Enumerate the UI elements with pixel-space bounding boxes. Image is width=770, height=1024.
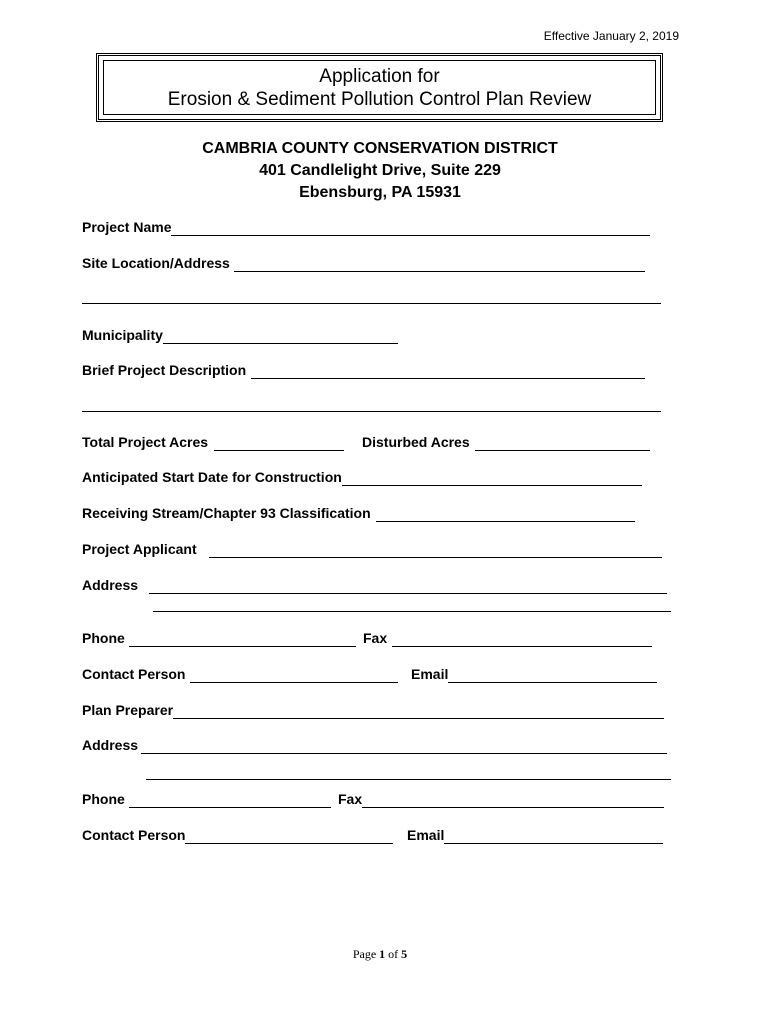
total-acres-label: Total Project Acres: [82, 434, 209, 450]
preparer-phone-field[interactable]: [82, 790, 331, 808]
title-line-1: Application for: [319, 65, 440, 87]
applicant-email-label: Email: [411, 666, 449, 682]
footer-page-total: 5: [401, 947, 408, 961]
applicant-field[interactable]: [82, 540, 662, 558]
start-date-line[interactable]: [342, 471, 642, 486]
municipality-field[interactable]: [82, 326, 398, 344]
preparer-contact-label: Contact Person: [82, 827, 186, 843]
preparer-phone-line[interactable]: [129, 793, 331, 808]
preparer-email-label: Email: [407, 827, 445, 843]
municipality-label: Municipality: [82, 327, 163, 343]
plan-preparer-label: Plan Preparer: [82, 702, 174, 718]
preparer-contact-line[interactable]: [185, 829, 393, 844]
start-date-label: Anticipated Start Date for Construction: [82, 469, 342, 485]
preparer-fax-field[interactable]: [338, 790, 664, 808]
applicant-fax-field[interactable]: [363, 629, 652, 647]
org-address: 401 Candlelight Drive, Suite 229: [259, 162, 501, 179]
applicant-phone-field[interactable]: [82, 629, 356, 647]
disturbed-acres-label: Disturbed Acres: [362, 434, 470, 450]
brief-description-line[interactable]: [251, 364, 645, 379]
effective-date: Effective January 2, 2019: [543, 29, 679, 43]
project-name-field[interactable]: [82, 218, 650, 236]
applicant-contact-field[interactable]: [82, 665, 398, 683]
preparer-address-line-2[interactable]: [146, 779, 671, 780]
municipality-line[interactable]: [163, 329, 398, 344]
disturbed-acres-field[interactable]: [362, 433, 650, 451]
preparer-fax-line[interactable]: [362, 793, 664, 808]
footer-page-word: Page: [352, 947, 377, 961]
applicant-phone-label: Phone: [82, 630, 125, 646]
site-location-label: Site Location/Address: [82, 255, 230, 271]
page-footer: [0, 947, 760, 962]
site-location-field[interactable]: [82, 254, 645, 272]
applicant-contact-label: Contact Person: [82, 666, 186, 682]
receiving-stream-field[interactable]: [82, 504, 635, 522]
start-date-field[interactable]: [82, 468, 642, 486]
receiving-stream-label: Receiving Stream/Chapter 93 Classification: [82, 505, 371, 521]
project-name-label: Project Name: [82, 219, 172, 235]
applicant-label: Project Applicant: [82, 541, 197, 557]
applicant-contact-line[interactable]: [190, 668, 398, 683]
preparer-phone-label: Phone: [82, 791, 125, 807]
preparer-contact-field[interactable]: [82, 826, 393, 844]
title-inner: [103, 60, 656, 115]
preparer-email-field[interactable]: [407, 826, 663, 844]
preparer-address-field[interactable]: [82, 736, 667, 754]
org-name: CAMBRIA COUNTY CONSERVATION DISTRICT: [202, 140, 558, 157]
applicant-email-field[interactable]: [411, 665, 657, 683]
applicant-address-line-2[interactable]: [153, 611, 671, 612]
site-location-line-2[interactable]: [82, 303, 661, 304]
org-city: Ebensburg, PA 15931: [299, 184, 461, 201]
plan-preparer-line[interactable]: [173, 704, 664, 719]
preparer-fax-label: Fax: [338, 791, 363, 807]
brief-description-label: Brief Project Description: [82, 362, 247, 378]
receiving-stream-line[interactable]: [376, 507, 635, 522]
applicant-email-line[interactable]: [448, 668, 657, 683]
title-line-2: Erosion & Sediment Pollution Control Plan Review: [167, 88, 592, 110]
footer-of-word: of: [388, 947, 399, 961]
total-acres-field[interactable]: [82, 433, 344, 451]
applicant-address-line[interactable]: [149, 579, 667, 594]
applicant-address-label: Address: [82, 577, 139, 593]
site-location-line[interactable]: [234, 257, 645, 272]
applicant-fax-label: Fax: [363, 630, 388, 646]
applicant-line[interactable]: [209, 543, 662, 558]
disturbed-acres-line[interactable]: [475, 436, 650, 451]
preparer-email-line[interactable]: [444, 829, 663, 844]
plan-preparer-field[interactable]: [82, 701, 664, 719]
title-box: [96, 53, 663, 122]
applicant-phone-line[interactable]: [129, 632, 356, 647]
brief-description-line-2[interactable]: [82, 411, 661, 412]
applicant-fax-line[interactable]: [392, 632, 652, 647]
project-name-line[interactable]: [171, 221, 650, 236]
footer-page-number: 1: [379, 947, 386, 961]
applicant-address-field[interactable]: [82, 576, 667, 594]
total-acres-line[interactable]: [214, 436, 344, 451]
preparer-address-label: Address: [82, 737, 139, 753]
preparer-address-line[interactable]: [141, 739, 667, 754]
brief-description-field[interactable]: [82, 361, 645, 379]
